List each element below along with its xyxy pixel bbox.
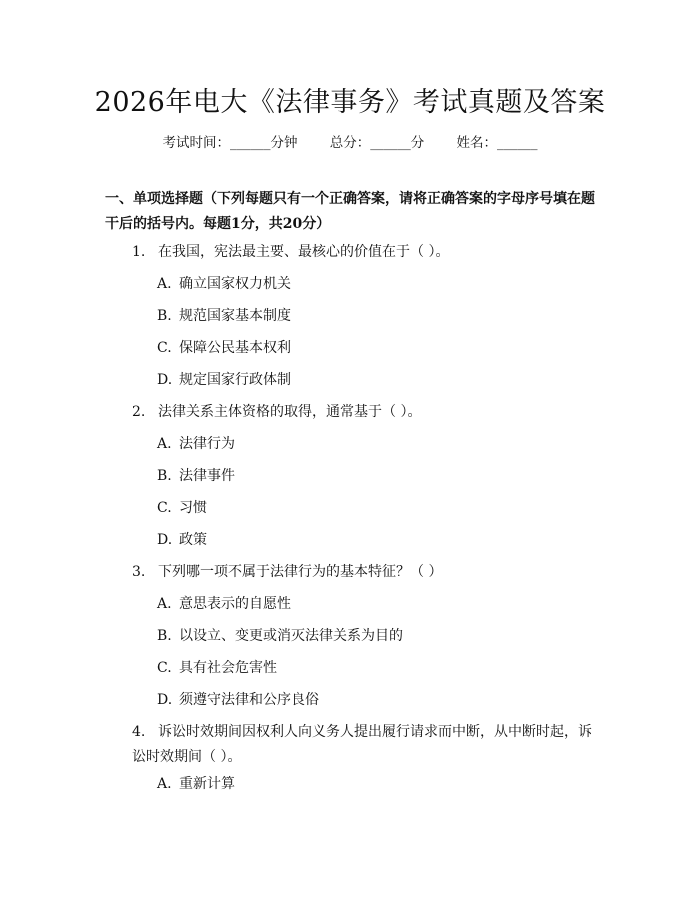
section-heading-single-choice: 一、单项选择题（下列每题只有一个正确答案，请将正确答案的字母序号填在题干后的括号内。每题1分，共20分） — [105, 191, 595, 232]
option-text: 习惯 — [179, 500, 207, 516]
question-3-option-a — [157, 592, 291, 617]
option-letter: D. — [157, 692, 173, 708]
question-3-option-d — [157, 688, 319, 713]
option-letter: D. — [157, 372, 173, 388]
question-2-option-c — [157, 496, 207, 521]
question-text: 法律关系主体资格的取得，通常基于（ ）。 — [158, 404, 422, 420]
question-number: 1. — [132, 244, 146, 260]
question-1-option-d — [157, 368, 291, 393]
question-text: 下列哪一项不属于法律行为的基本特征？（ ） — [158, 564, 443, 580]
exam-time-field: 考试时间：______分钟 — [162, 135, 298, 151]
question-1-option-b — [157, 304, 291, 329]
option-letter: A. — [157, 776, 172, 792]
document-title: 2026年电大《法律事务》考试真题及答案 — [94, 87, 606, 118]
question-1-option-c — [157, 336, 291, 361]
option-letter: B. — [157, 468, 172, 484]
question-2-option-d — [157, 528, 207, 553]
option-text: 保障公民基本权利 — [179, 340, 291, 356]
exam-meta — [0, 131, 700, 151]
option-letter: A. — [157, 596, 172, 612]
option-letter: A. — [157, 436, 172, 452]
question-number: 2. — [132, 404, 146, 420]
question-number: 4. — [132, 724, 146, 740]
question-4 — [132, 720, 602, 770]
option-letter: C. — [157, 660, 172, 676]
exam-score-field: 总分：______分 — [329, 135, 425, 151]
question-3 — [132, 560, 442, 585]
option-text: 规定国家行政体制 — [179, 372, 291, 388]
question-2-option-a — [157, 432, 235, 457]
question-2 — [132, 400, 421, 425]
question-text: 在我国，宪法最主要、最核心的价值在于（ ）。 — [158, 244, 450, 260]
option-text: 意思表示的自愿性 — [179, 596, 291, 612]
question-3-option-b — [157, 624, 403, 649]
option-text: 确立国家权力机关 — [179, 276, 291, 292]
option-text: 法律行为 — [179, 436, 235, 452]
option-text: 法律事件 — [179, 468, 235, 484]
option-letter: A. — [157, 276, 172, 292]
question-2-option-b — [157, 464, 235, 489]
exam-name-field: 姓名：______ — [456, 135, 538, 151]
option-letter: C. — [157, 500, 172, 516]
option-letter: B. — [157, 308, 172, 324]
question-1-option-a — [157, 272, 291, 297]
option-text: 政策 — [179, 532, 207, 548]
question-4-option-a — [157, 772, 235, 797]
question-number: 3. — [132, 564, 146, 580]
option-text: 以设立、变更或消灭法律关系为目的 — [179, 628, 403, 644]
question-1 — [132, 240, 449, 265]
option-text: 具有社会危害性 — [179, 660, 277, 676]
question-text: 诉讼时效期间因权利人向义务人提出履行请求而中断，从中断时起，诉讼时效期间（ ）。 — [132, 724, 592, 765]
option-text: 重新计算 — [179, 776, 235, 792]
option-letter: D. — [157, 532, 173, 548]
question-3-option-c — [157, 656, 277, 681]
option-text: 须遵守法律和公序良俗 — [179, 692, 319, 708]
option-letter: B. — [157, 628, 172, 644]
option-text: 规范国家基本制度 — [179, 308, 291, 324]
option-letter: C. — [157, 340, 172, 356]
